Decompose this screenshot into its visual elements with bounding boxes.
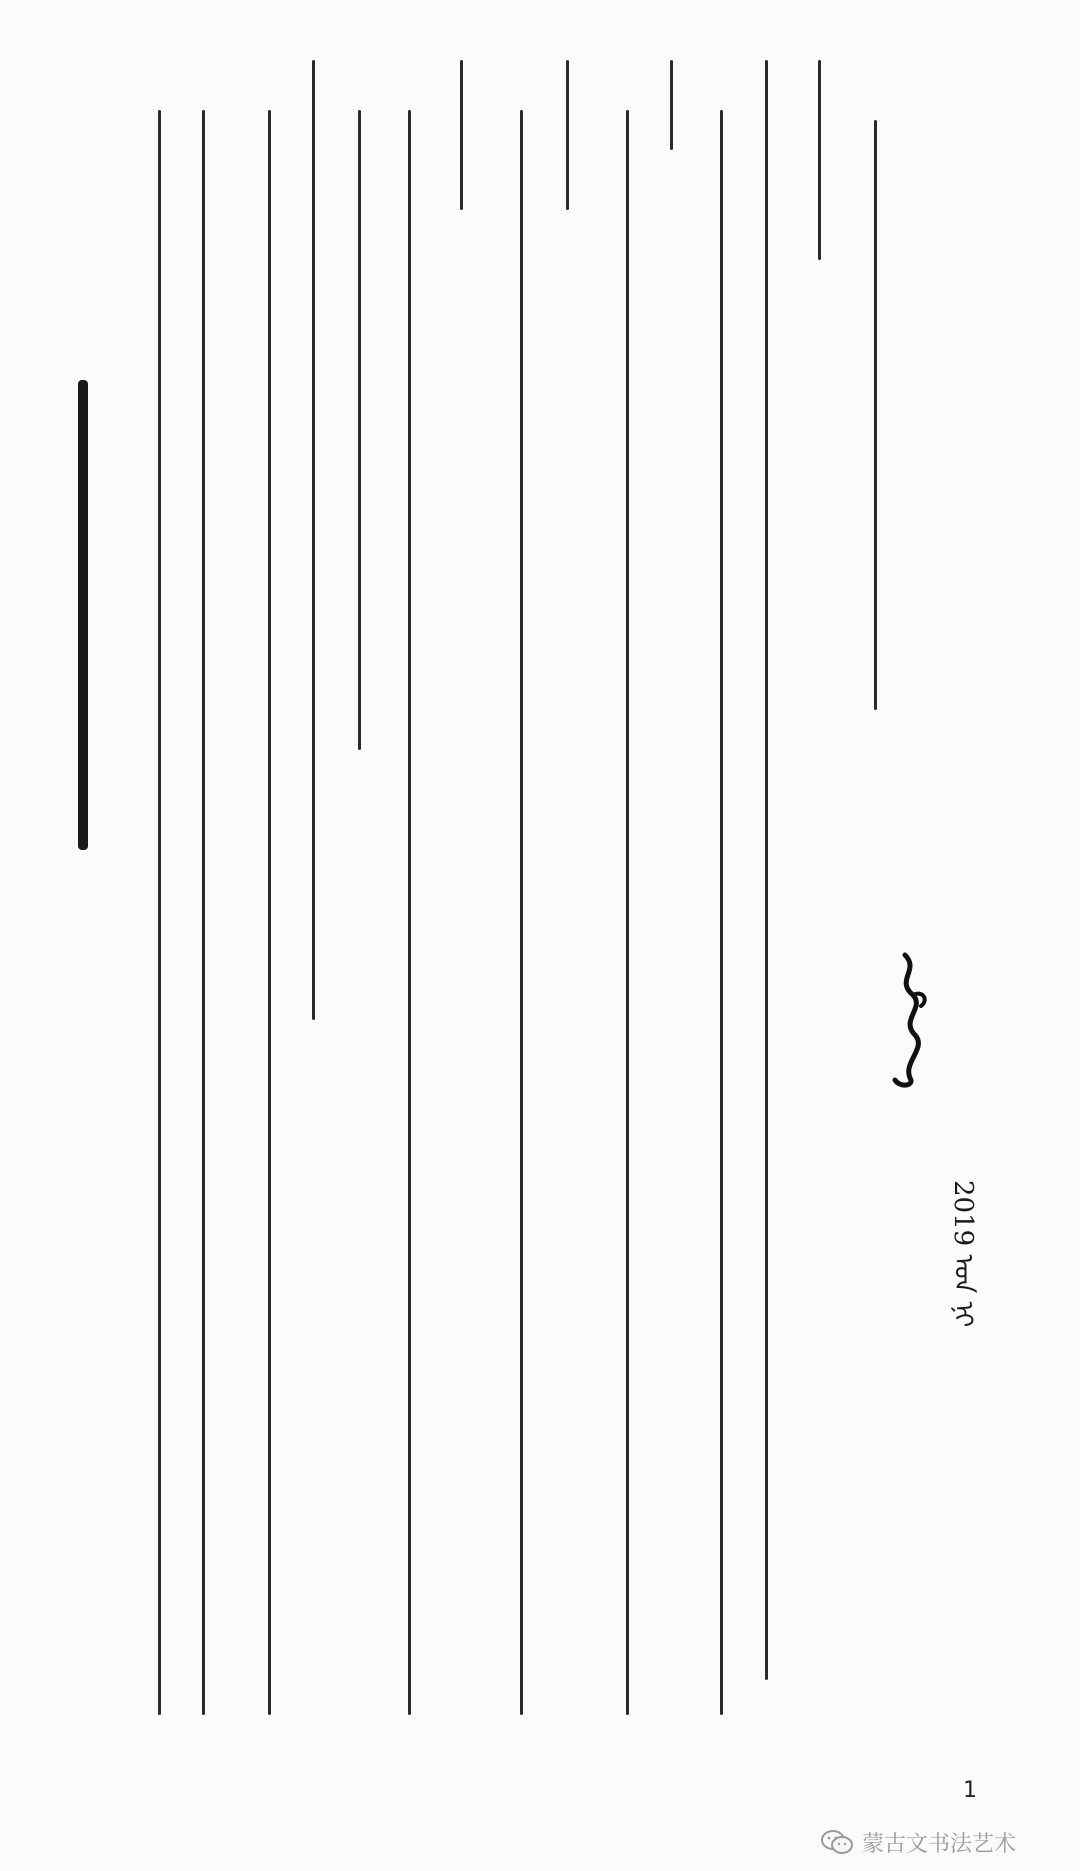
text-column — [158, 110, 161, 1715]
signature-mark — [885, 950, 935, 1090]
text-column — [874, 120, 877, 710]
text-column — [818, 60, 821, 260]
text-column — [765, 60, 768, 1680]
text-column — [626, 110, 629, 1715]
text-column — [268, 110, 271, 1715]
document-title — [48, 380, 128, 850]
text-column — [720, 110, 723, 1715]
title-script-stroke — [78, 380, 88, 850]
signature — [885, 950, 935, 1090]
text-column — [520, 110, 523, 1715]
watermark-text: 蒙古文书法艺术 — [862, 1831, 1017, 1857]
page-number: 1 — [963, 1778, 977, 1803]
text-column — [312, 60, 315, 1020]
watermark — [820, 1824, 1016, 1860]
text-column — [460, 60, 463, 210]
text-column — [670, 60, 673, 150]
wechat-icon — [820, 1829, 854, 1855]
text-column — [566, 60, 569, 210]
text-column — [408, 110, 411, 1715]
document-date: 2019 ᠣᠨ ᠨᠢ — [948, 1180, 978, 1328]
text-column — [358, 110, 361, 750]
text-column — [202, 110, 205, 1715]
